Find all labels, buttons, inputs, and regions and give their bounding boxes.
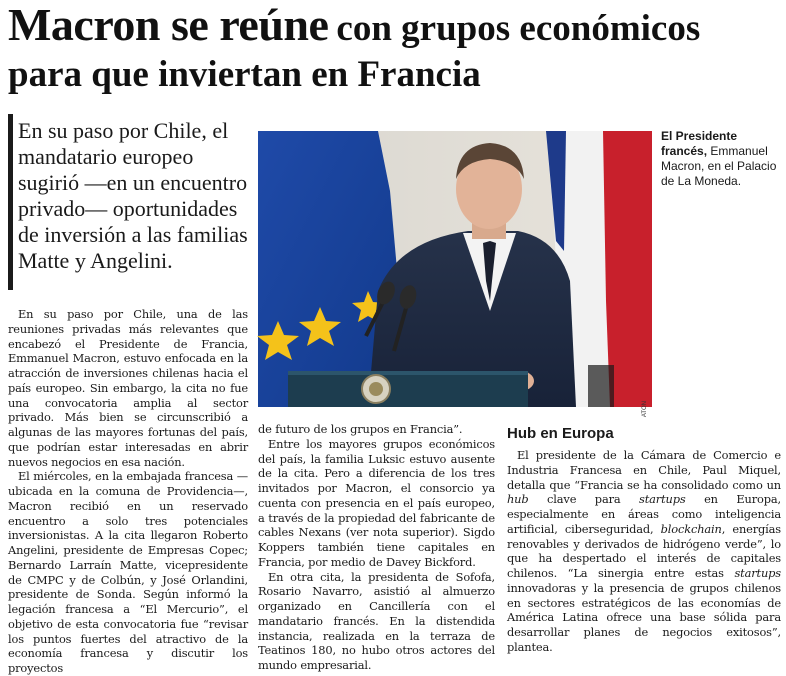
podium bbox=[288, 371, 528, 407]
caption-lead: El Presidente francés, bbox=[661, 129, 738, 158]
body-column-3 bbox=[507, 448, 781, 655]
photo-caption bbox=[661, 129, 783, 189]
body-column-2 bbox=[258, 422, 495, 673]
paragraph: En otra cita, la presidenta de Sofofa, Rosario Navarro, asistió al almuerzo organizado en Cancillería con el mandatario francés. En la distendida instancia, realizada en la terraza de Teatinos 180, no hubo otros actores del mundo empresarial. bbox=[258, 569, 495, 672]
headline bbox=[8, 2, 778, 98]
paragraph: de futuro de los grupos en Francia”. bbox=[258, 422, 463, 436]
macron-photo bbox=[258, 131, 652, 418]
headline-rest: con grupos económicos para que inviertan en Francia bbox=[8, 8, 701, 95]
paragraph: El presidente de la Cámara de Comercio e Industria Francesa en Chile, Paul Miquel, detalla que “Francia se ha consolidado como un hub clave para startups en Europa, especialmente en áreas como inteligencia artificial, ciberseguridad, blockchain, energías renovables y derivados de hidrógeno verde”, lo que ha despertado el interés de capitales chilenos. “La sinergia entre estas startups innovadoras y la presencia de grupos chilenos en sectores estratégicos de las economías de América Latina ofrece una base sólida para desarrollar planes de negocios exitosos”, plantea. bbox=[507, 448, 782, 654]
photo-credit: ATON bbox=[642, 401, 648, 418]
section-subhead: Hub en Europa bbox=[507, 425, 614, 442]
deck-summary: En su paso por Chile, el mandatario europeo sugirió —en un encuentro privado— oportunidades de inversión a las familias Matte y Angelini. bbox=[18, 118, 248, 273]
photo-illustration bbox=[258, 131, 652, 407]
paragraph: En su paso por Chile, una de las reuniones privadas más relevantes que encabezó el Presidente de Francia, Emmanuel Macron, estuvo enfocada en la atracción de inversiones chilenas hacia el país europeo. Sin embargo, la cita no fue una convocatoria amplia al sector privado. Más bien se circunscribió a algunas de las mayores fortunas del país, que podrían estar interesadas en abrir nuevos negocios en esa nación. bbox=[8, 307, 248, 469]
headline-bold: Macron se reúne bbox=[8, 0, 329, 50]
caption-text: Emmanuel Macron, en el Palacio de La Moneda. bbox=[661, 144, 777, 188]
deck-bar bbox=[8, 114, 13, 290]
paragraph: Entre los mayores grupos económicos del país, la familia Luksic estuvo ausente de la cita. Pero a diferencia de los tres invitados por Macron, el consorcio ya cuenta con presencia en el país europeo, a través de la propiedad del fabricante de cables Nexans (ver nota superior). Sigdo Koppers también tiene capitales en Francia, por medio de Davey Bickford. bbox=[258, 436, 495, 569]
body-column-1 bbox=[8, 307, 248, 676]
paragraph: El miércoles, en la embajada francesa —ubicada en la comuna de Providencia—, Macron recibió en un reservado encuentro a solo tres potenciales inversionistas. A la cita llegaron Roberto Angelini, presidente de Empresas Copec; Bernardo Larraín Matte, vicepresidente de CMPC y de Colbún, y José Orlandini, presidente de Sonda. Según informó la legación francesa a “El Mercurio”, el objetivo de esta convocatoria fue “revisar los puntos fuertes del atractivo de la economía francesa y discutir los proyectos bbox=[8, 469, 248, 675]
